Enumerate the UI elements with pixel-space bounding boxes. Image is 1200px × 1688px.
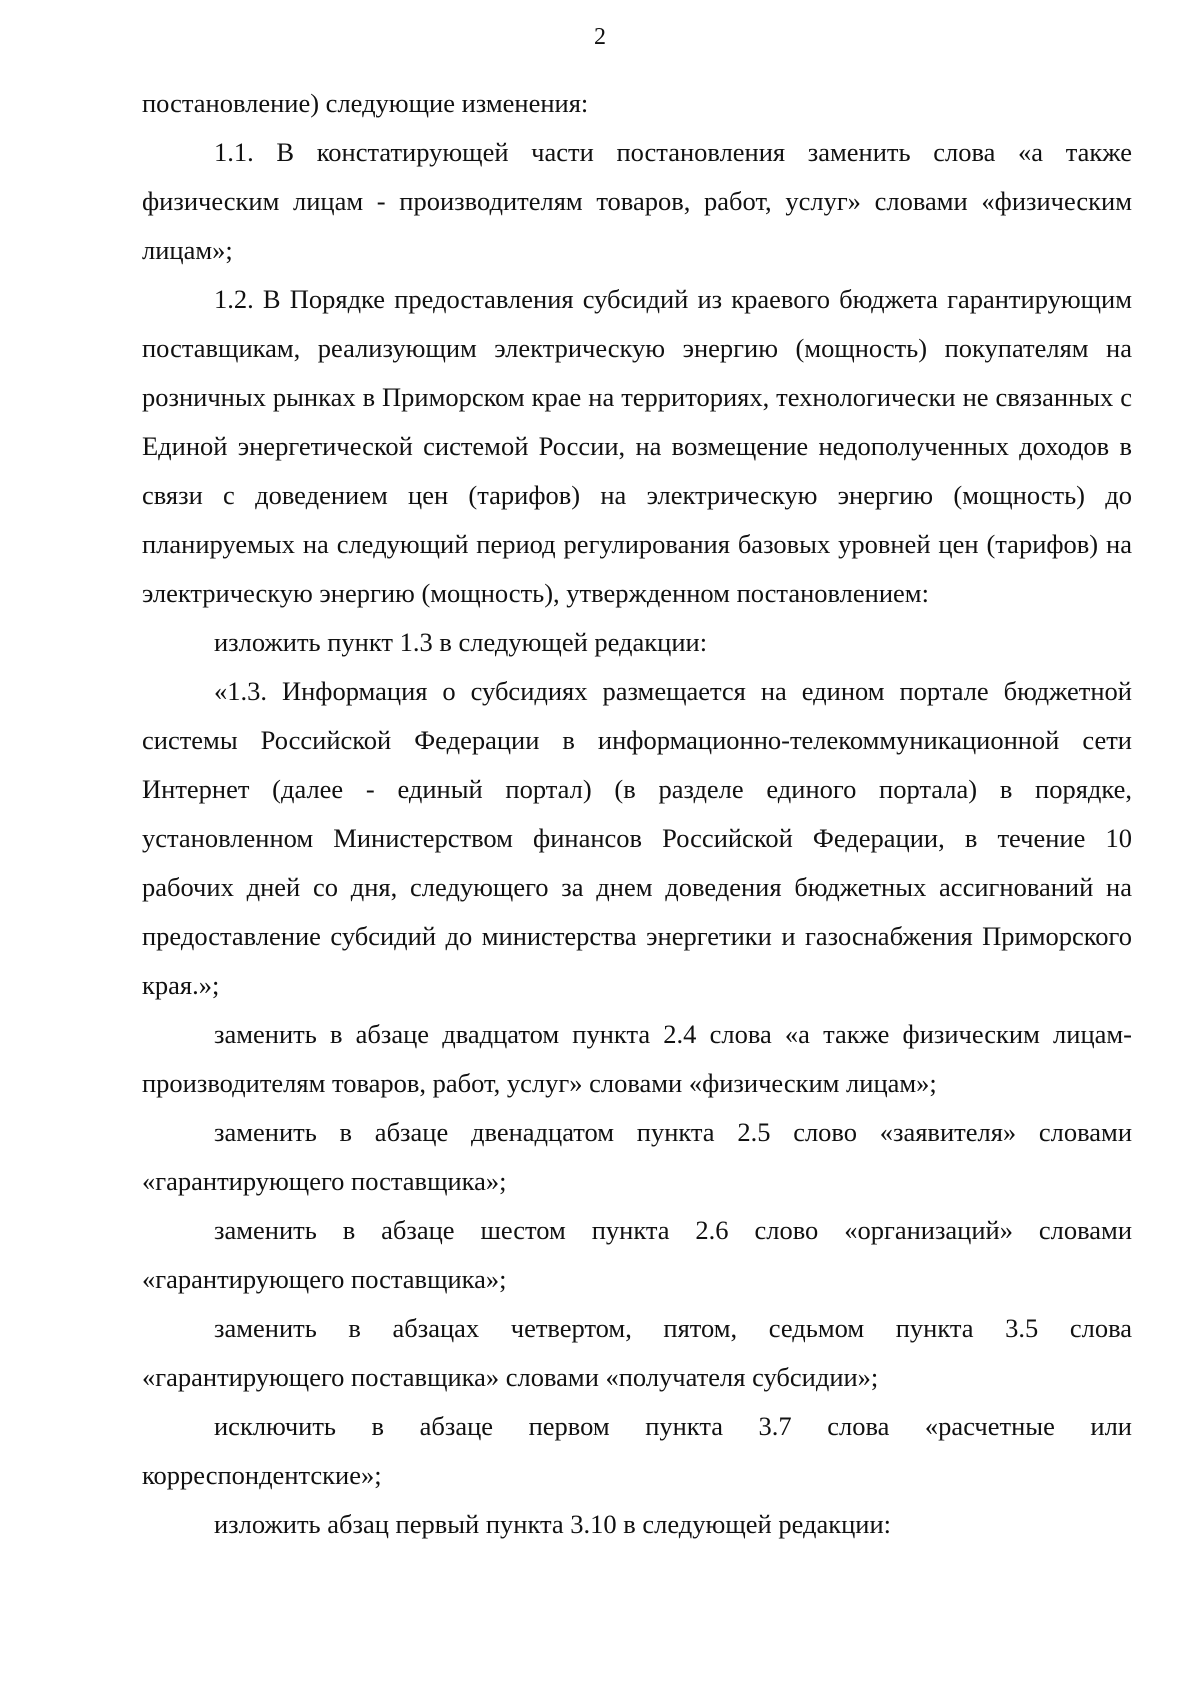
paragraph-amend-3-7: исключить в абзаце первом пункта 3.7 слова «расчетные или корреспондентские»; [142, 1411, 1132, 1490]
paragraph-continuation: постановление) следующие изменения: [142, 88, 589, 118]
page-number: 2 [594, 24, 606, 50]
paragraph-amend-2-5: заменить в абзаце двенадцатом пункта 2.5 слово «заявителя» словами «гарантирующего поставщика»; [142, 1117, 1132, 1196]
paragraph-quote-1-3: «1.3. Информация о субсидиях размещается на едином портале бюджетной системы Российской Федерации в информационно-телекоммуникационной сети Интернет (далее - единый портал) (в разделе единого портала) в порядке, установленном Министерством финансов Российской Федерации, в течение 10 рабочих дней со дня, следующего за днем доведения бюджетных ассигнований на предоставление субсидий до министерства энергетики и газоснабжения Приморского края.»; [142, 676, 1132, 1000]
paragraph-amend-2-6: заменить в абзаце шестом пункта 2.6 слово «организаций» словами «гарантирующего поставщика»; [142, 1215, 1132, 1294]
document-body [142, 79, 1132, 1549]
paragraph-amend-1-3: изложить пункт 1.3 в следующей редакции: [214, 627, 708, 657]
paragraph-amend-2-4: заменить в абзаце двадцатом пункта 2.4 слова «а также физическим лицам-производителям товаров, работ, услуг» словами «физическим лицам»; [142, 1019, 1132, 1098]
paragraph-amend-3-5: заменить в абзацах четвертом, пятом, седьмом пункта 3.5 слова «гарантирующего поставщика» словами «получателя субсидии»; [142, 1313, 1132, 1392]
paragraph-amend-3-10: изложить абзац первый пункта 3.10 в следующей редакции: [214, 1509, 892, 1539]
paragraph-item-1-1: 1.1. В констатирующей части постановления заменить слова «а также физическим лицам - производителям товаров, работ, услуг» словами «физическим лицам»; [142, 137, 1132, 265]
paragraph-item-1-2: 1.2. В Порядке предоставления субсидий из краевого бюджета гарантирующим поставщикам, реализующим электрическую энергию (мощность) покупателям на розничных рынках в Приморском крае на территориях, технологически не связанных с Единой энергетической системой России, на возмещение недополученных доходов в связи с доведением цен (тарифов) на электрическую энергию (мощность) до планируемых на следующий период регулирования базовых уровней цен (тарифов) на электрическую энергию (мощность), утвержденном постановлением: [142, 284, 1132, 608]
